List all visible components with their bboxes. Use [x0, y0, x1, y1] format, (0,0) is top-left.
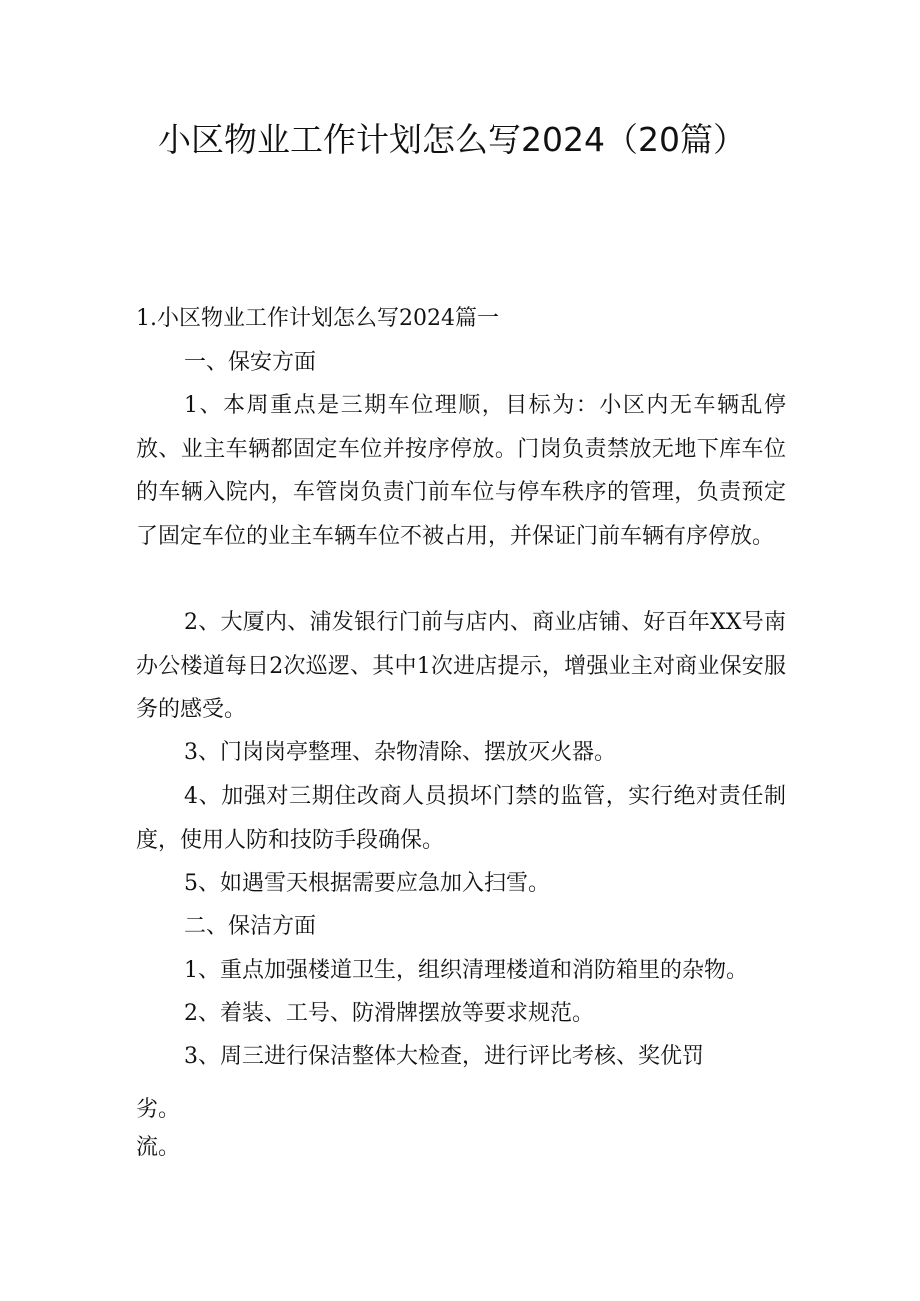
paragraph-security-4: 4、加强对三期住改商人员损坏门禁的监管，实行绝对责任制度，使用人防和技防手段确保。 — [136, 784, 786, 853]
paragraph-cleaning-heading: 二、保洁方面 — [184, 914, 317, 939]
section-heading: 1.小区物业工作计划怎么写2024篇一 — [136, 306, 499, 331]
tail-line-1: 劣。 — [136, 1097, 181, 1122]
paragraph-security-heading: 一、保安方面 — [184, 350, 317, 375]
paragraph-cleaning-3: 3、周三进行保洁整体大检查，进行评比考核、奖优罚 — [184, 1044, 704, 1069]
paragraph-security-5: 5、如遇雪天根据需要应急加入扫雪。 — [184, 871, 550, 896]
paragraph-security-3: 3、门岗岗亭整理、杂物清除、摆放灭火器。 — [184, 740, 616, 765]
paragraph-security-1: 1、本周重点是三期车位理顺，目标为：小区内无车辆乱停放、业主车辆都固定车位并按序停放。门岗负责禁放无地下库车位的车辆入院内，车管岗负责门前车位与停车秩序的管理，负责预定了固定车位的业主车辆车位不被占用，并保证门前车辆有序停放。 — [136, 393, 786, 549]
paragraph-security-2: 2、大厦内、浦发银行门前与店内、商业店铺、好百年XX号南办公楼道每日2次巡逻、其中1次进店提示，增强业主对商业保安服务的感受。 — [136, 610, 786, 722]
paragraph-cleaning-2: 2、着装、工号、防滑牌摆放等要求规范。 — [184, 1001, 594, 1026]
tail-line-2: 流。 — [136, 1135, 181, 1160]
document-title: 小区物业工作计划怎么写2024（20篇） — [158, 120, 746, 159]
paragraph-cleaning-1: 1、重点加强楼道卫生，组织清理楼道和消防箱里的杂物。 — [184, 958, 748, 983]
